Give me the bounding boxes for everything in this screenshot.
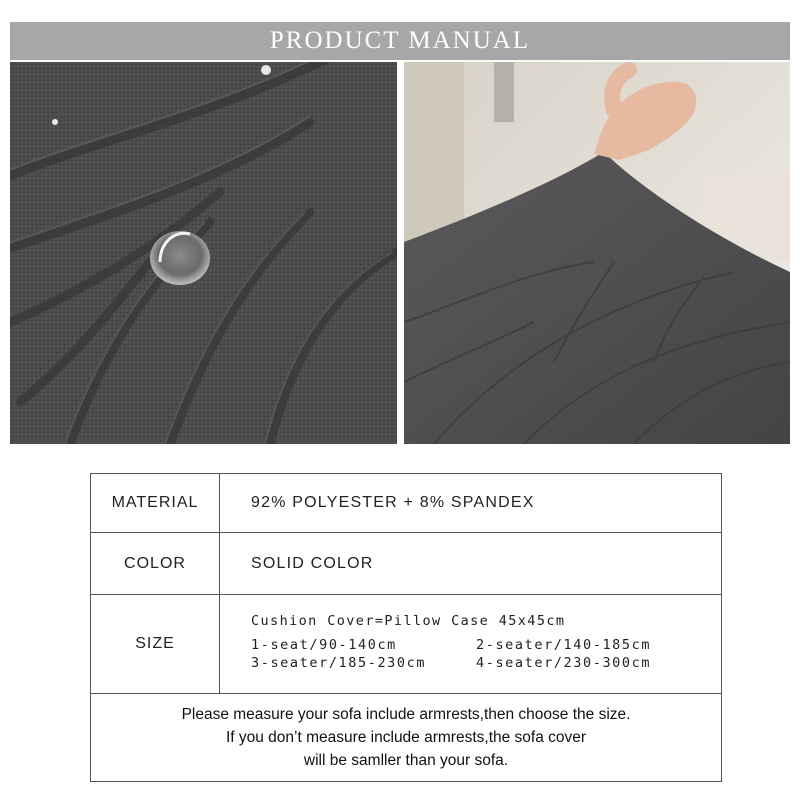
stretch-fabric-photo [404,62,790,444]
note-line-3: will be samller than your sofa. [303,752,509,769]
waterproof-fabric-photo [10,62,397,444]
size-option-3-seater: 3-seater/185-230cm [251,655,427,671]
size-option-4-seater: 4-seater/230-300cm [476,655,652,671]
size-option-2-seater: 2-seater/140-185cm [476,637,652,653]
waterproof-fabric-image [10,62,397,444]
color-value: SOLID COLOR [251,554,374,572]
material-value: 92% POLYESTER + 8% SPANDEX [251,494,535,511]
size-row [91,595,721,694]
material-label: MATERIAL [91,474,220,532]
size-values [251,613,721,671]
product-manual-banner [10,22,790,60]
color-row [91,533,721,595]
size-option-1-seat: 1-seat/90-140cm [251,637,397,653]
note-row [91,694,721,781]
note-line-2: If you don’t measure include armrests,the sofa cover [225,729,587,746]
stretch-fabric-image [404,62,790,444]
banner-title: PRODUCT MANUAL [269,27,531,54]
size-label: SIZE [91,595,220,693]
seat-size-grid [251,637,721,671]
spec-table [90,473,722,782]
material-row [91,474,721,533]
cushion-cover-size: Cushion Cover=Pillow Case 45x45cm [251,613,566,629]
color-label: COLOR [91,533,220,594]
measure-note [91,694,721,781]
note-line-1: Please measure your sofa include armrests,then choose the size. [181,706,631,723]
